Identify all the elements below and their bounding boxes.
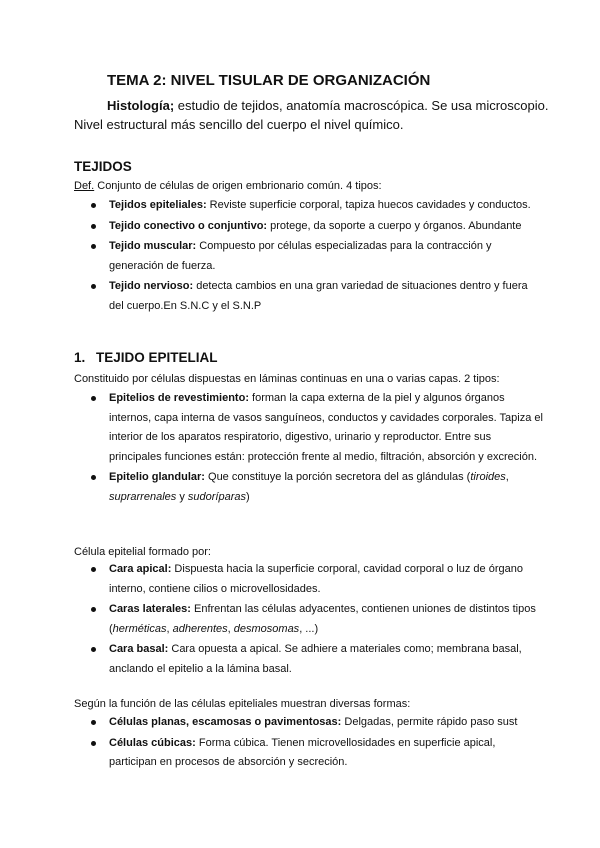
item-italic: sudoríparas bbox=[187, 490, 246, 503]
section-heading-epitelial bbox=[74, 350, 218, 365]
item-text: Compuesto por células especializadas para la contracción y generación de fuerza. bbox=[109, 240, 492, 272]
intro-paragraph bbox=[74, 96, 554, 134]
intro-term: Histología; bbox=[107, 98, 175, 113]
item-term: Células planas, escamosas o pavimentosas: bbox=[109, 716, 342, 728]
item-sep: y bbox=[176, 490, 188, 503]
section-heading-tejidos: TEJIDOS bbox=[74, 159, 132, 174]
item-sep: , bbox=[166, 622, 173, 635]
intro-text: estudio de tejidos, anatomía macroscópica. Se usa microscopio. bbox=[174, 98, 549, 113]
list-item bbox=[74, 468, 544, 507]
item-end: , ...) bbox=[299, 622, 319, 635]
item-term: Epitelios de revestimiento: bbox=[109, 392, 249, 404]
list-item bbox=[74, 734, 544, 773]
intro-line-2: Nivel estructural más sencillo del cuerpo el nivel químico. bbox=[74, 117, 404, 132]
item-text: Forma cúbica. Tienen microvellosidades en superficie apical, participan en procesos de absorción y secreción. bbox=[109, 736, 496, 768]
item-term: Tejidos epiteliales: bbox=[109, 199, 207, 211]
item-sep: , bbox=[227, 622, 234, 635]
item-term: Tejido muscular: bbox=[109, 240, 197, 252]
item-text: Dispuesta hacia la superficie corporal, cavidad corporal o luz de órgano interno, contiene cilios o microvellosidades. bbox=[109, 563, 523, 595]
item-italic: desmosomas bbox=[233, 622, 300, 635]
section-number: 1. bbox=[74, 350, 86, 365]
item-italic: adherentes bbox=[172, 622, 228, 635]
list-item bbox=[74, 600, 544, 639]
list-item bbox=[74, 217, 544, 237]
tejidos-list bbox=[74, 196, 544, 317]
epitelial-intro: Constituido por células dispuestas en láminas continuas en una o varias capas. 2 tipos: bbox=[74, 373, 500, 385]
celula-list bbox=[74, 560, 544, 680]
item-text: Delgadas, permite rápido paso sust bbox=[341, 716, 518, 728]
item-text: Cara opuesta a apical. Se adhiere a materiales como; membrana basal, anclando el epitelio a la lámina basal. bbox=[109, 643, 522, 675]
item-term: Cara apical: bbox=[109, 563, 172, 575]
list-item bbox=[74, 713, 544, 733]
def-label: Def. bbox=[74, 180, 95, 192]
item-text: Reviste superficie corporal, tapiza huecos cavidades y conductos. bbox=[206, 199, 531, 211]
celula-intro: Célula epitelial formado por: bbox=[74, 546, 211, 558]
item-end: ) bbox=[245, 490, 250, 503]
page-title: TEMA 2: NIVEL TISULAR DE ORGANIZACIÓN bbox=[107, 72, 431, 89]
item-term: Caras laterales: bbox=[109, 603, 191, 615]
epitelial-list bbox=[74, 389, 544, 508]
intro-line-1 bbox=[74, 96, 554, 115]
list-item bbox=[74, 640, 544, 679]
list-item bbox=[74, 389, 544, 467]
item-term: Tejido conectivo o conjuntivo: bbox=[109, 219, 268, 232]
item-text: protege, da soporte a cuerpo y órganos. Abundante bbox=[267, 219, 522, 232]
item-italic: herméticas bbox=[112, 622, 167, 635]
item-term: Tejido nervioso: bbox=[109, 280, 194, 292]
item-term: Epitelio glandular: bbox=[109, 471, 205, 483]
item-italic: suprarrenales bbox=[109, 490, 177, 503]
tejidos-definition bbox=[74, 180, 382, 192]
list-item bbox=[74, 196, 544, 216]
def-text: Conjunto de células de origen embrionario común. 4 tipos: bbox=[94, 180, 382, 192]
item-term: Cara basal: bbox=[109, 643, 169, 655]
list-item bbox=[74, 560, 544, 599]
item-text: Enfrentan las células adyacentes, contienen uniones de distintos tipos ( bbox=[109, 603, 536, 635]
item-italic: tiroides bbox=[470, 471, 506, 483]
item-sep: , bbox=[505, 471, 509, 483]
item-text: forman la capa externa de la piel y algunos órganos internos, capa interna de vasos sanguíneos, conductos y cavidades corporales. Tapiza el interior de los aparatos respiratorio, digestivo, urinario y reproductor. Entre sus principales funciones están: protección frente al medio, filtración, absorción y excreción. bbox=[109, 392, 543, 463]
section-title: TEJIDO EPITELIAL bbox=[96, 350, 218, 365]
item-text: Que constituye la porción secretora del as glándulas ( bbox=[204, 471, 471, 483]
item-term: Células cúbicas: bbox=[109, 736, 196, 749]
list-item bbox=[74, 237, 544, 276]
formas-list bbox=[74, 713, 544, 774]
formas-intro: Según la función de las células epiteliales muestran diversas formas: bbox=[74, 698, 411, 710]
list-item bbox=[74, 277, 544, 316]
item-text: detecta cambios en una gran variedad de situaciones dentro y fuera del cuerpo.En S.N.C y el S.N.P bbox=[109, 280, 528, 312]
